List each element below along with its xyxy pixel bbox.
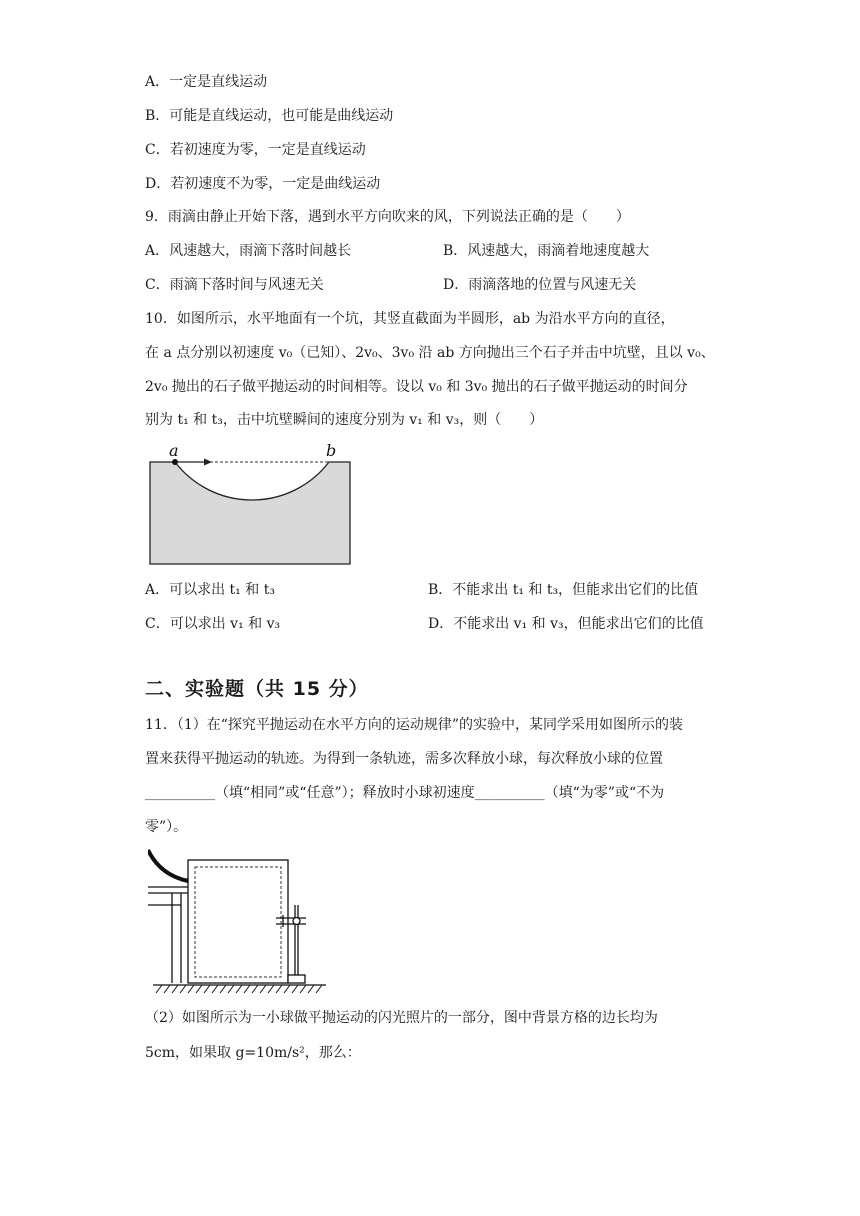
q8-option-c: C．若初速度为零，一定是直线运动 [145,142,366,158]
q11-stem-line-3: __________（填“相同”或“任意”）；释放时小球初速度__________（填“为零”或“不为 [145,785,665,801]
q10-option-d: D．不能求出 v₁ 和 v₃，但能求出它们的比值 [428,616,704,632]
q10-stem-line-4: 别为 t₁ 和 t₃，击中坑壁瞬间的速度分别为 v₁ 和 v₃，则（ ） [145,412,544,428]
q10-option-c: C．可以求出 v₁ 和 v₃ [145,616,281,632]
q8-option-d: D．若初速度不为零，一定是曲线运动 [145,176,381,192]
q11-part2-line-1: （2）如图所示为一小球做平抛运动的闪光照片的一部分，图中背景方格的边长均为 [145,1010,658,1026]
q10-stem-line-3: 2v₀ 抛出的石子做平抛运动的时间相等。设以 v₀ 和 3v₀ 抛出的石子做平抛运动的时间分 [145,379,688,395]
q9-option-d: D．雨滴落地的位置与风速无关 [443,277,637,293]
q11-part2-line-2: 5cm，如果取 g=10m/s²，那么： [145,1045,361,1061]
q11-stem-line-4: 零”）。 [145,819,188,835]
q10-stem-line-2: 在 a 点分别以初速度 v₀（已知）、2v₀、3v₀ 沿 ab 方向抛出三个石子并击中坑壁，且以 v₀、 [145,345,715,361]
q9-option-a: A．风速越大，雨滴下落时间越长 [145,243,352,259]
point-a-label: a [169,441,179,460]
apparatus-figure [148,845,328,997]
q10-option-b: B．不能求出 t₁ 和 t₃，但能求出它们的比值 [428,582,699,598]
q9-stem: 9．雨滴由静止开始下落，遇到水平方向吹来的风，下列说法正确的是（ ） [145,209,630,225]
point-b-label: b [326,441,337,460]
q8-option-a: A．一定是直线运动 [145,74,268,90]
q9-option-c: C．雨滴下落时间与风速无关 [145,277,324,293]
semicircle-pit-figure [140,436,360,571]
q10-stem-line-1: 10．如图所示，水平地面有一个坑，其竖直截面为半圆形，ab 为沿水平方向的直径， [145,311,675,327]
q9-option-b: B．风速越大，雨滴着地速度越大 [443,243,650,259]
q10-option-a: A．可以求出 t₁ 和 t₃ [145,582,275,598]
section-title: 二、实验题（共 15 分） [145,678,369,700]
q11-stem-line-1: 11．（1）在“探究平抛运动在水平方向的运动规律”的实验中，某同学采用如图所示的装 [145,717,684,733]
q11-stem-line-2: 置来获得平抛运动的轨迹。为得到一条轨迹，需多次释放小球，每次释放小球的位置 [145,751,663,767]
q8-option-b: B．可能是直线运动，也可能是曲线运动 [145,108,394,124]
